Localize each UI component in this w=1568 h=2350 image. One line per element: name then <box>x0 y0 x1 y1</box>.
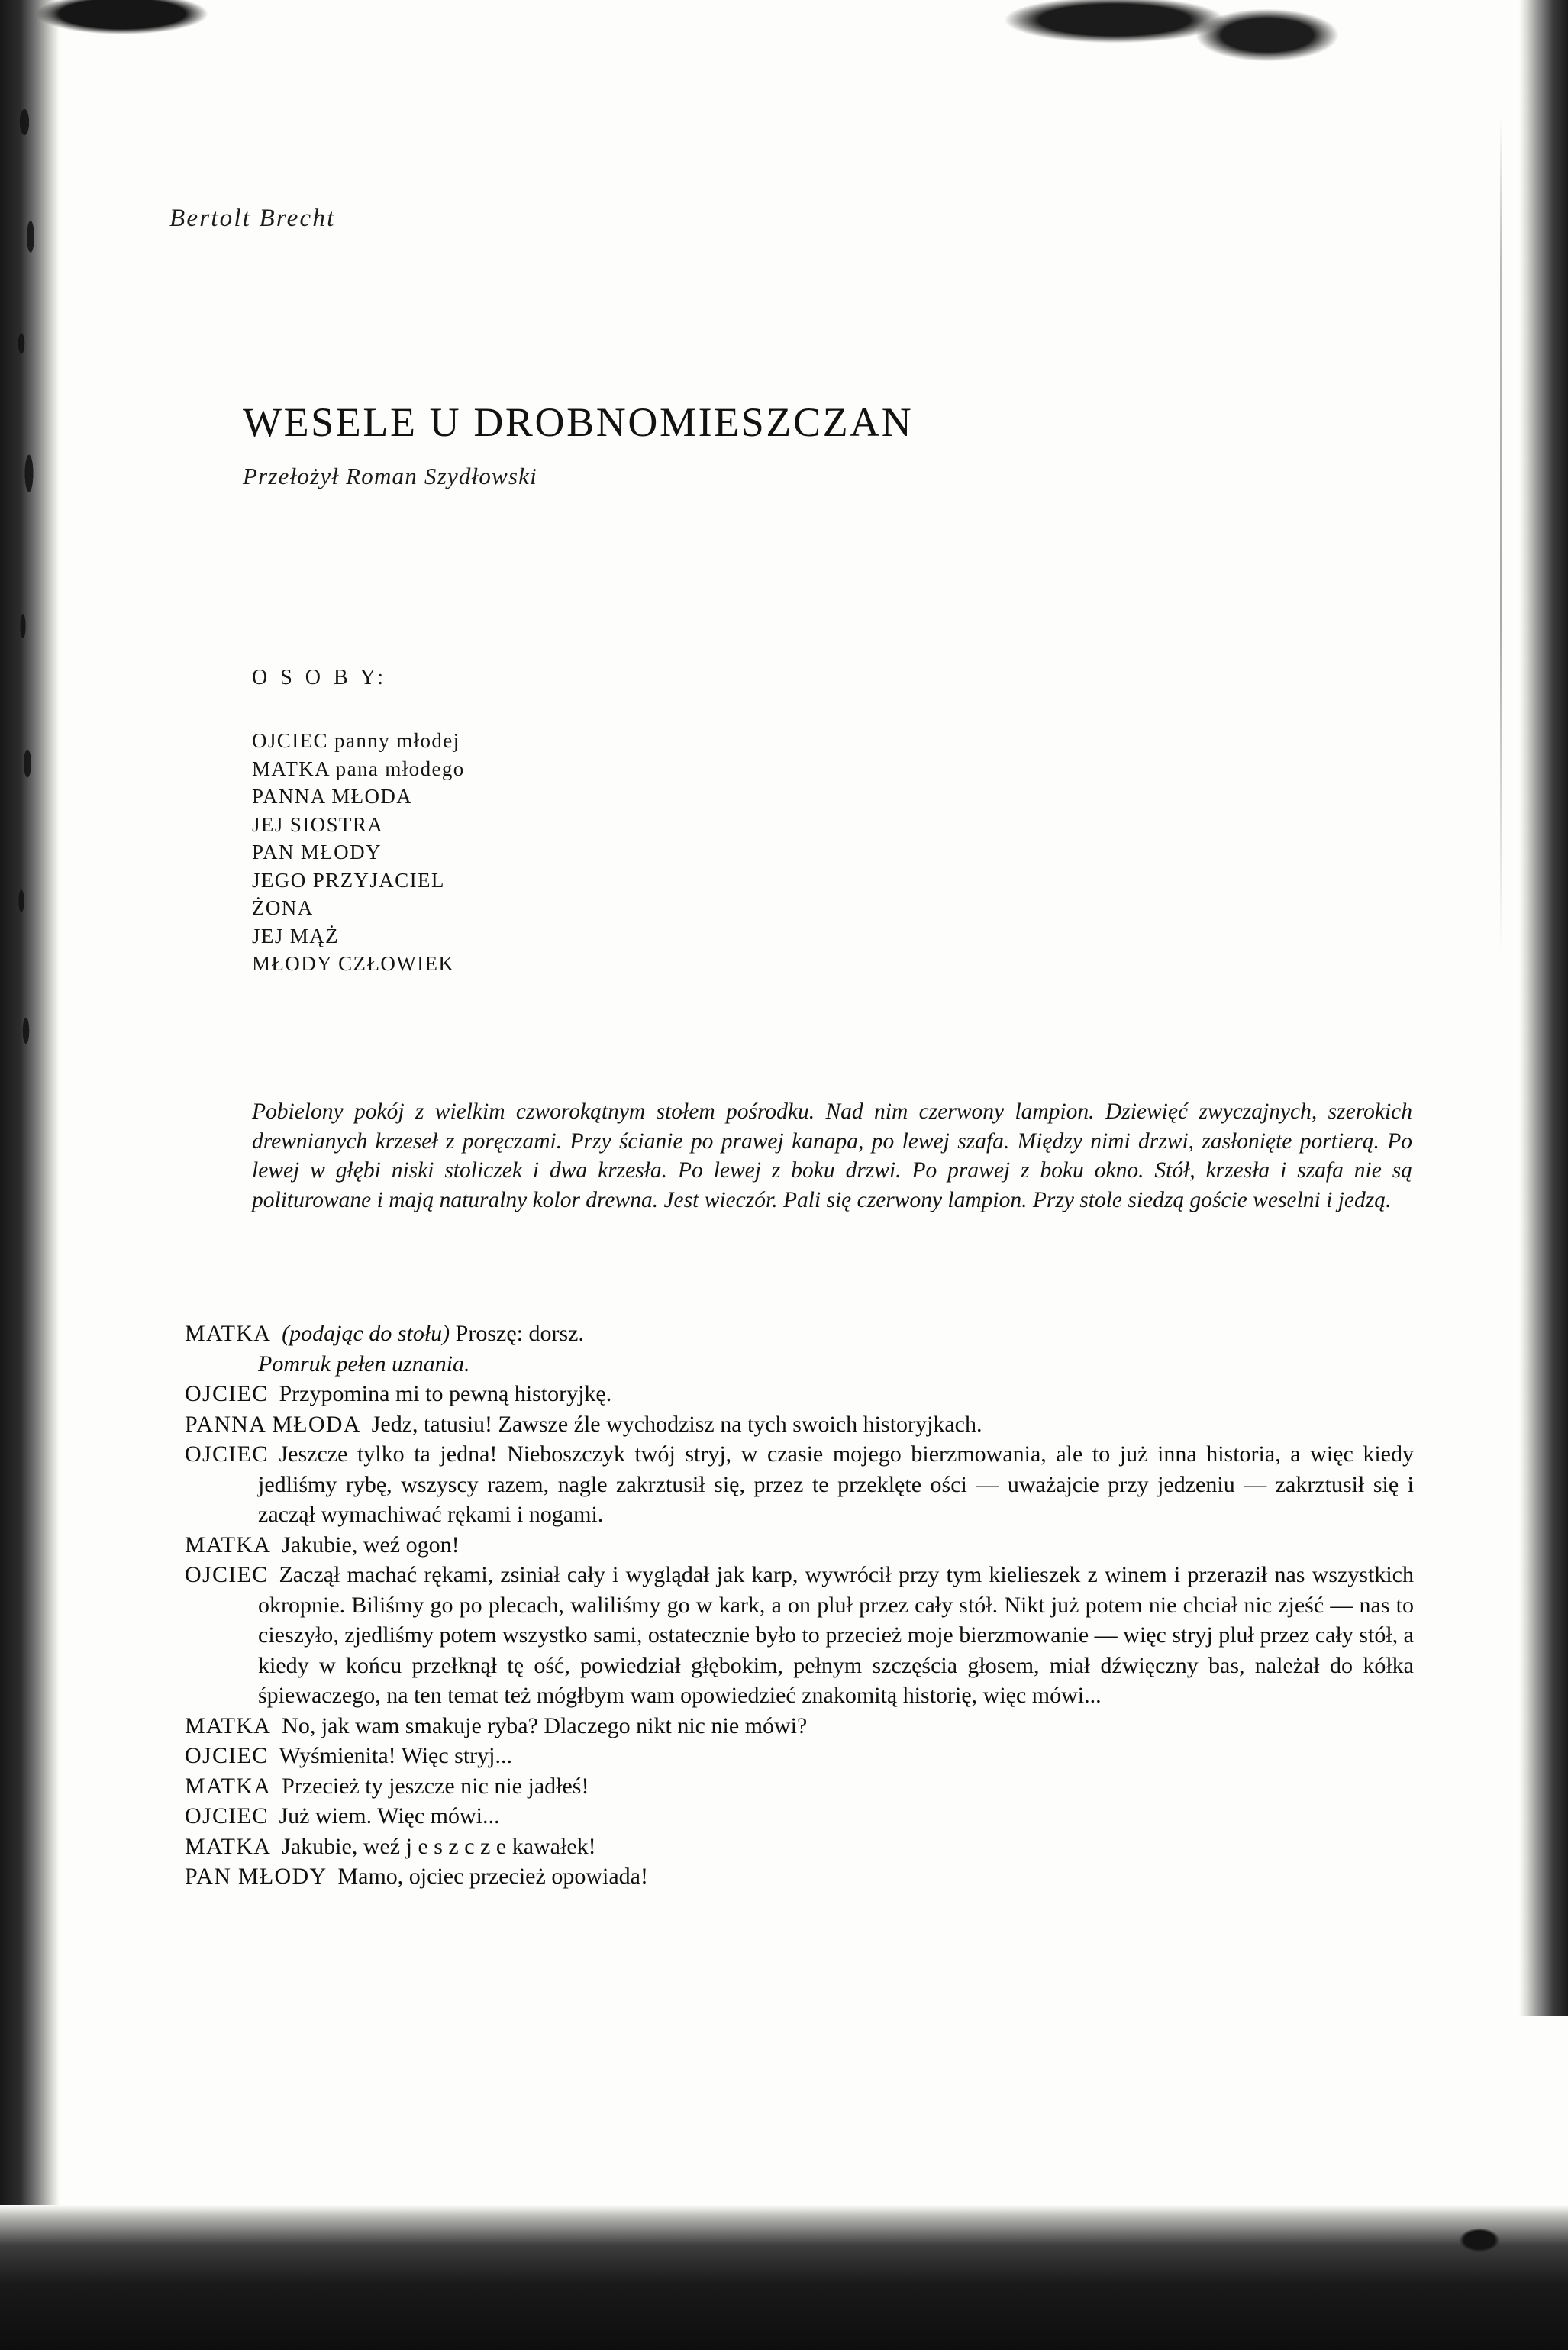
dialogue-line <box>185 1741 1414 1771</box>
speaker-name: MATKA <box>185 1321 272 1346</box>
dialogue-line <box>185 1379 1414 1409</box>
dialogue-line <box>185 1439 1414 1530</box>
dialogue-text: Jakubie, weź j e s z c z e kawałek! <box>282 1833 596 1859</box>
dialogue-text: Przypomina mi to pewną historyjkę. <box>279 1381 612 1406</box>
dialogue-line <box>185 1771 1414 1802</box>
dialogue-text: No, jak wam smakuje ryba? Dlaczego nikt nic nie mówi? <box>282 1712 808 1738</box>
speaker-name: PAN MŁODY <box>185 1864 327 1889</box>
speaker-name: MATKA <box>185 1532 272 1558</box>
list-item: MŁODY CZŁOWIEK <box>252 952 455 975</box>
stage-direction: Pomruk pełen uznania. <box>258 1351 470 1377</box>
dialogue-line <box>185 1409 1414 1440</box>
speaker-name: OJCIEC <box>185 1381 269 1406</box>
dialogue-line <box>185 1319 1414 1349</box>
dialogue-text: Wyśmienita! Więc stryj... <box>279 1743 513 1768</box>
dialogue-text: Jeszcze tylko ta jedna! Nieboszczyk twój stryj, w czasie mojego bierzmowania, ale to już inna historia, a więc kiedy jedliśmy rybę, wszyscy razem, nagle zakrztusił się, przez te przeklęte ości — uważajcie przy jedzeniu — zakrztusił się i zaczął wymachiwać rękami i nogami. <box>258 1441 1414 1527</box>
list-item: JEJ SIOSTRA <box>252 812 384 836</box>
list-item: OJCIEC panny młodej <box>252 729 460 752</box>
list-item: MATKA pana młodego <box>252 757 465 780</box>
dialogue-line <box>185 1832 1414 1862</box>
dialogue-block <box>185 1319 1414 1892</box>
speaker-name: MATKA <box>185 1773 272 1799</box>
dialogue-line <box>185 1560 1414 1711</box>
list-item: PANNA MŁODA <box>252 785 413 808</box>
speaker-name: MATKA <box>185 1833 272 1859</box>
dialogue-text: Przecież ty jeszcze nic nie jadłeś! <box>282 1773 589 1799</box>
author-name: Bertolt Brecht <box>169 205 336 232</box>
speaker-name: OJCIEC <box>185 1562 269 1587</box>
dialogue-text: Już wiem. Więc mówi... <box>279 1803 500 1829</box>
dialogue-text: Jedz, tatusiu! Zawsze źle wychodzisz na tych swoich historyjkach. <box>371 1411 982 1437</box>
stage-direction-opening: Pobielony pokój z wielkim czworokątnym stołem pośrodku. Nad nim czerwony lampion. Dziewięć zwyczajnych, szerokich drewnianych krzeseł z poręczami. Przy ścianie po prawej kanapa, po lewej szafa. Między nimi drzwi, zasłonięte portierą. Po lewej w głębi niski stoliczek i dwa krzesła. Po lewej z boku drzwi. Po prawej z boku okno. Stół, krzesła i szafa nie są politurowane i mają naturalny kolor drewna. Jest wieczór. Pali się czerwony lampion. Przy stole siedzą goście weselni i jedzą. <box>252 1099 1412 1212</box>
stage-direction: (podając do stołu) <box>282 1321 450 1346</box>
cast-list <box>252 727 939 978</box>
list-item: ŻONA <box>252 896 314 919</box>
dialogue-line <box>185 1861 1414 1892</box>
speaker-name: OJCIEC <box>185 1743 269 1768</box>
dialogue-line <box>185 1801 1414 1832</box>
dialogue-text: Zaczął machać rękami, zsiniał cały i wyglądał jak karp, wywrócił przy tym kielieszek z winem i przeraził nas wszystkich okropnie. Biliśmy go po plecach, waliliśmy go w kark, a on pluł przez cały stół. Nikt już potem nie chciał nic zjeść — nas to cieszyło, zjedliśmy potem wszystko sami, ostatecznie było to przecież moje bierzmowanie — więc stryj pluł przez cały stół, a kiedy w końcu przełknął tę ość, powiedział głębokim, pełnym szczęścia głosem, miał dźwięczny bas, należał do kółka śpiewaczego, na ten temat też mógłbym wam opowiedzieć znakomitą historię, więc mówi... <box>258 1562 1414 1708</box>
dialogue-line <box>185 1349 1414 1380</box>
speaker-name: OJCIEC <box>185 1803 269 1829</box>
list-item: PAN MŁODY <box>252 841 382 863</box>
dialogue-line <box>185 1530 1414 1561</box>
list-item: JEJ MĄŻ <box>252 924 340 947</box>
dialogue-text: Mamo, ojciec przecież opowiada! <box>337 1864 648 1889</box>
list-item: JEGO PRZYJACIEL <box>252 868 445 892</box>
speaker-name: MATKA <box>185 1712 272 1738</box>
page-title: WESELE U DROBNOMIESZCZAN <box>243 399 914 445</box>
dialogue-line <box>185 1711 1414 1742</box>
speaker-name: PANNA MŁODA <box>185 1411 361 1437</box>
dialogue-text: Jakubie, weź ogon! <box>282 1532 460 1558</box>
translator-credit: Przełożył Roman Szydłowski <box>243 463 537 489</box>
cast-heading: O S O B Y: <box>252 666 388 689</box>
speaker-name: OJCIEC <box>185 1441 269 1467</box>
dialogue-text: Proszę: dorsz. <box>455 1321 584 1346</box>
